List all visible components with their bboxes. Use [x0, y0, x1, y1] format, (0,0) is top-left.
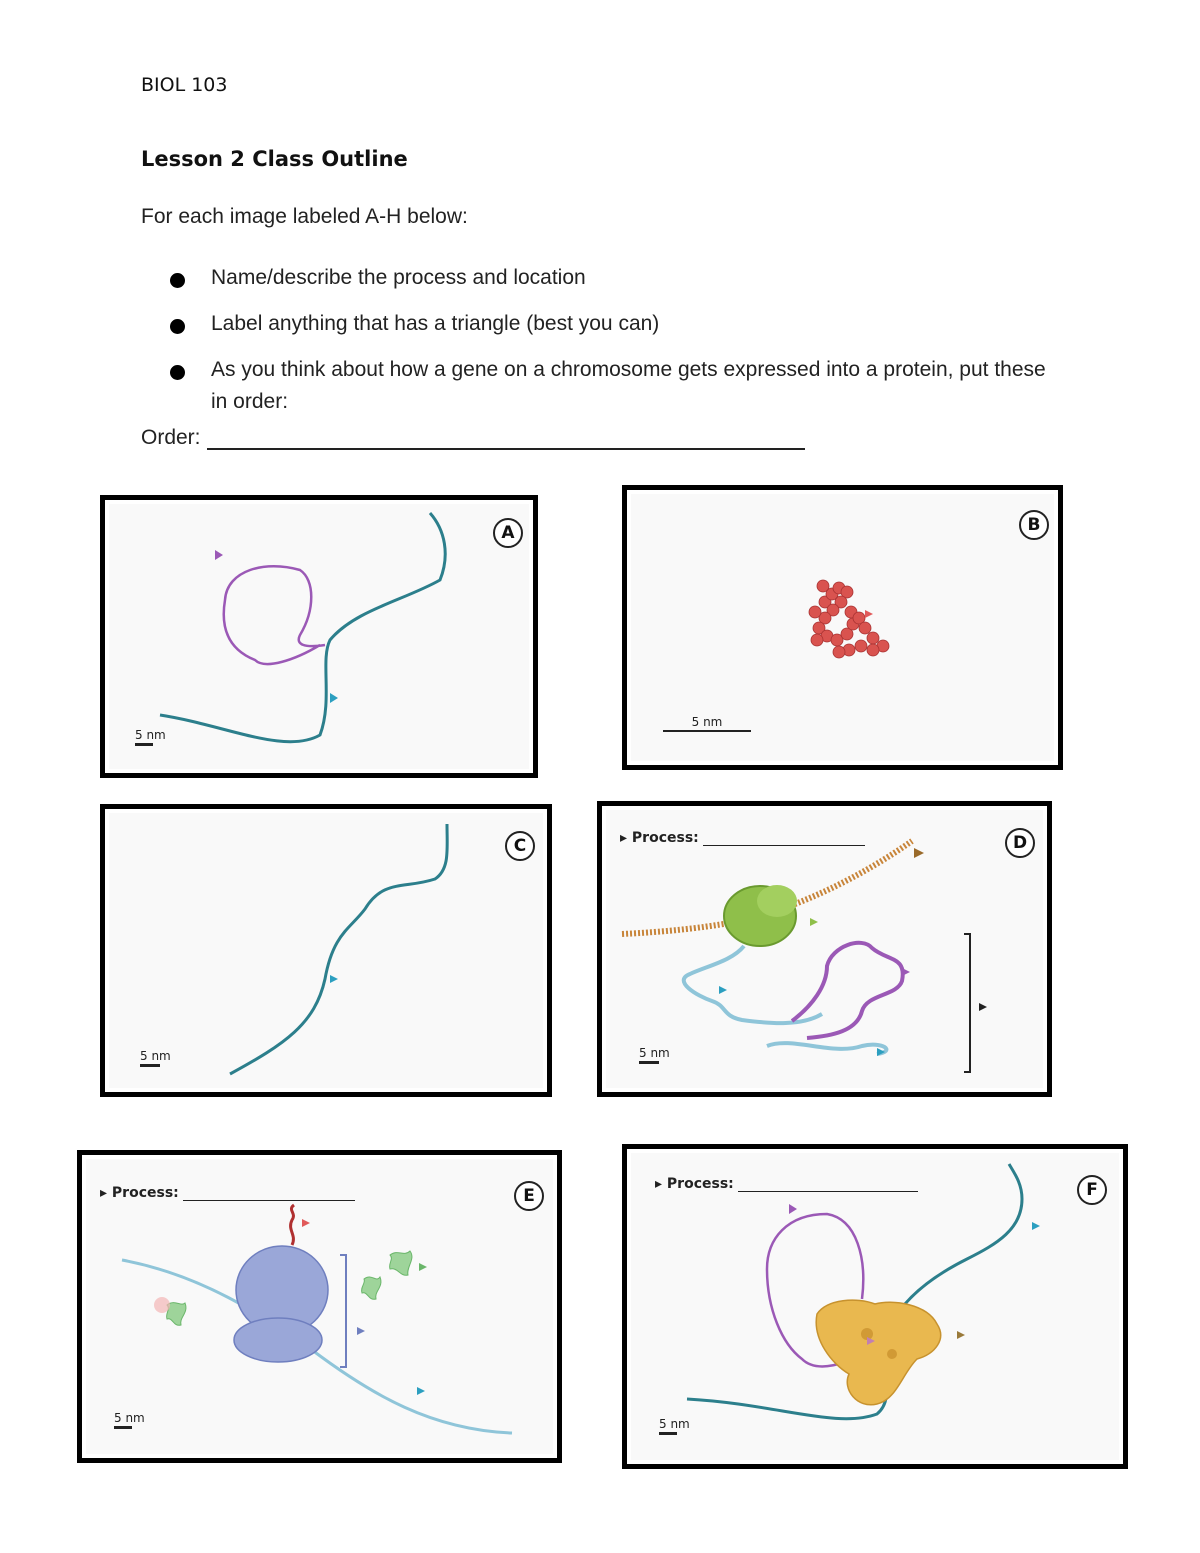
panel-f: [622, 1144, 1128, 1469]
instruction-list: [170, 262, 1050, 432]
scale-label: 5 nm: [114, 1411, 145, 1425]
process-label: Process:: [111, 1185, 179, 1201]
triangle-marker-icon: [302, 1219, 310, 1227]
panel-c: [100, 804, 552, 1097]
process-prompt: [620, 830, 865, 846]
scale-bar: [140, 1049, 171, 1067]
triangle-marker-icon: [865, 610, 873, 618]
bullet-item: Name/describe the process and location: [170, 262, 1050, 294]
triangle-marker-icon: [417, 1387, 425, 1395]
play-icon: ▸: [620, 830, 628, 846]
replication-illustration: [627, 1149, 1123, 1464]
triangle-marker-icon: [902, 968, 910, 976]
dna-strand-illustration: [105, 809, 547, 1092]
process-prompt: [100, 1185, 355, 1201]
triangle-marker-icon: [719, 986, 727, 994]
panel-letter-badge: D: [1005, 828, 1035, 858]
triangle-marker-icon: [357, 1327, 365, 1335]
panel-letter-badge: E: [514, 1181, 544, 1211]
triangle-marker-icon: [979, 1003, 987, 1011]
order-label: Order:: [141, 426, 201, 449]
panel-letter-badge: C: [505, 831, 535, 861]
triangle-marker-icon: [914, 848, 924, 858]
panel-letter-badge: B: [1019, 510, 1049, 540]
play-icon: ▸: [655, 1176, 663, 1192]
scale-label: 5 nm: [140, 1049, 171, 1063]
order-answer-line[interactable]: [207, 430, 805, 450]
bullet-item: Label anything that has a triangle (best you can): [170, 308, 1050, 340]
process-answer-line[interactable]: [183, 1188, 355, 1201]
triangle-marker-icon: [330, 975, 338, 983]
page-title: Lesson 2 Class Outline: [141, 147, 408, 171]
triangle-marker-icon: [419, 1263, 427, 1271]
process-label: Process:: [631, 830, 699, 846]
panel-d: [597, 801, 1052, 1097]
process-answer-line[interactable]: [738, 1179, 918, 1192]
triangle-marker-icon: [215, 550, 223, 560]
scale-label: 5 nm: [659, 1417, 690, 1431]
scale-label: 5 nm: [691, 715, 723, 729]
panel-b: [622, 485, 1063, 770]
order-answer: [141, 426, 805, 450]
play-icon: ▸: [100, 1185, 108, 1201]
scale-bar: [663, 715, 751, 732]
process-answer-line[interactable]: [703, 833, 865, 846]
panel-e: [77, 1150, 562, 1463]
panel-letter-badge: F: [1077, 1175, 1107, 1205]
triangle-marker-icon: [957, 1331, 965, 1339]
scale-bar: [135, 728, 166, 746]
process-label: Process:: [666, 1176, 734, 1192]
triangle-marker-icon: [330, 693, 338, 703]
triangle-marker-icon: [1032, 1222, 1040, 1230]
process-prompt: [655, 1176, 918, 1192]
panel-a: [100, 495, 538, 778]
scale-bar: [114, 1411, 145, 1429]
triangle-marker-icon: [789, 1204, 797, 1214]
scale-label: 5 nm: [135, 728, 166, 742]
bullet-item: As you think about how a gene on a chromosome gets expressed into a protein, put these in order:: [170, 354, 1050, 418]
dna-unwinding-illustration: [105, 500, 533, 773]
scale-bar: [659, 1417, 690, 1435]
triangle-marker-icon: [810, 918, 818, 926]
instructions: For each image labeled A-H below:: [141, 205, 468, 228]
panel-letter-badge: A: [493, 518, 523, 548]
course-code: BIOL 103: [141, 74, 228, 96]
scale-bar: [639, 1046, 670, 1064]
scale-label: 5 nm: [639, 1046, 670, 1060]
